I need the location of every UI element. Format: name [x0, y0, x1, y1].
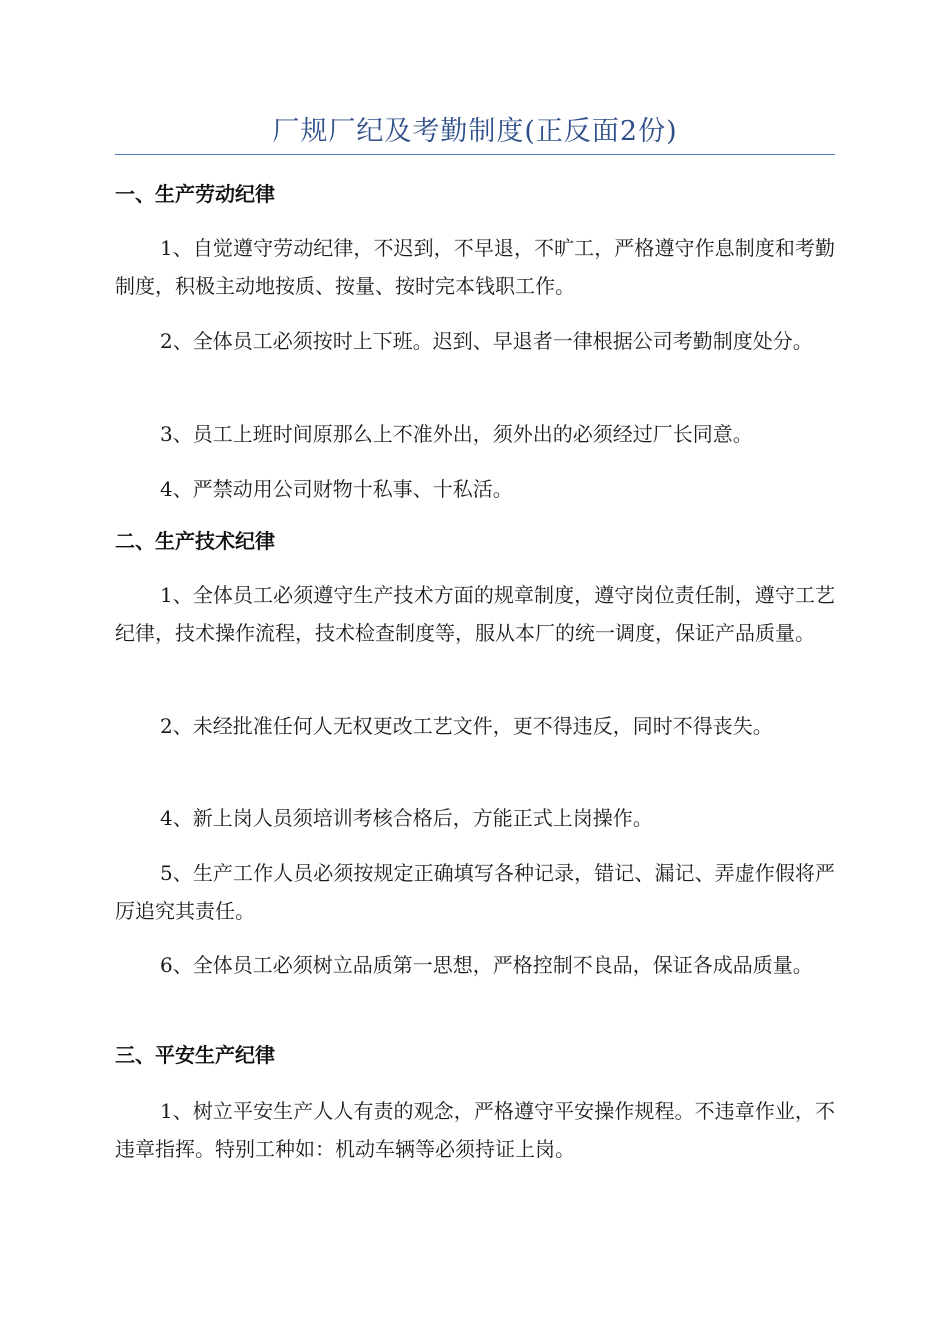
- document-title: 厂规厂纪及考勤制度(正反面2份): [272, 116, 678, 147]
- paragraph: 1、树立平安生产人人有责的观念，严格遵守平安操作规程。不违章作业，不违章指挥。特别工种如：机动车辆等必须持证上岗。: [115, 1099, 835, 1161]
- title-underline: [115, 154, 835, 155]
- paragraph: 1、自觉遵守劳动纪律，不迟到，不早退，不旷工，严格遵守作息制度和考勤制度，积极主动地按质、按量、按时完本钱职工作。: [115, 236, 835, 298]
- section-heading-labor: 一、生产劳动纪律: [115, 182, 275, 206]
- paragraph: 5、生产工作人员必须按规定正确填写各种记录，错记、漏记、弄虚作假将严厉追究其责任。: [115, 861, 835, 923]
- section-heading-technical: 二、生产技术纪律: [115, 529, 275, 553]
- paragraph: 2、未经批准任何人无权更改工艺文件，更不得违反，同时不得丧失。: [160, 714, 773, 738]
- paragraph: 4、严禁动用公司财物十私事、十私活。: [160, 477, 513, 501]
- paragraph: 2、全体员工必须按时上下班。迟到、早退者一律根据公司考勤制度处分。: [160, 329, 813, 353]
- paragraph: 4、新上岗人员须培训考核合格后，方能正式上岗操作。: [160, 806, 653, 830]
- section-heading-safety: 三、平安生产纪律: [115, 1043, 275, 1067]
- paragraph: 6、全体员工必须树立品质第一思想，严格控制不良品，保证各成品质量。: [160, 953, 813, 977]
- paragraph: 3、员工上班时间原那么上不准外出，须外出的必须经过厂长同意。: [160, 422, 753, 446]
- paragraph: 1、全体员工必须遵守生产技术方面的规章制度，遵守岗位责任制，遵守工艺纪律，技术操作流程，技术检查制度等，服从本厂的统一调度，保证产品质量。: [115, 583, 835, 645]
